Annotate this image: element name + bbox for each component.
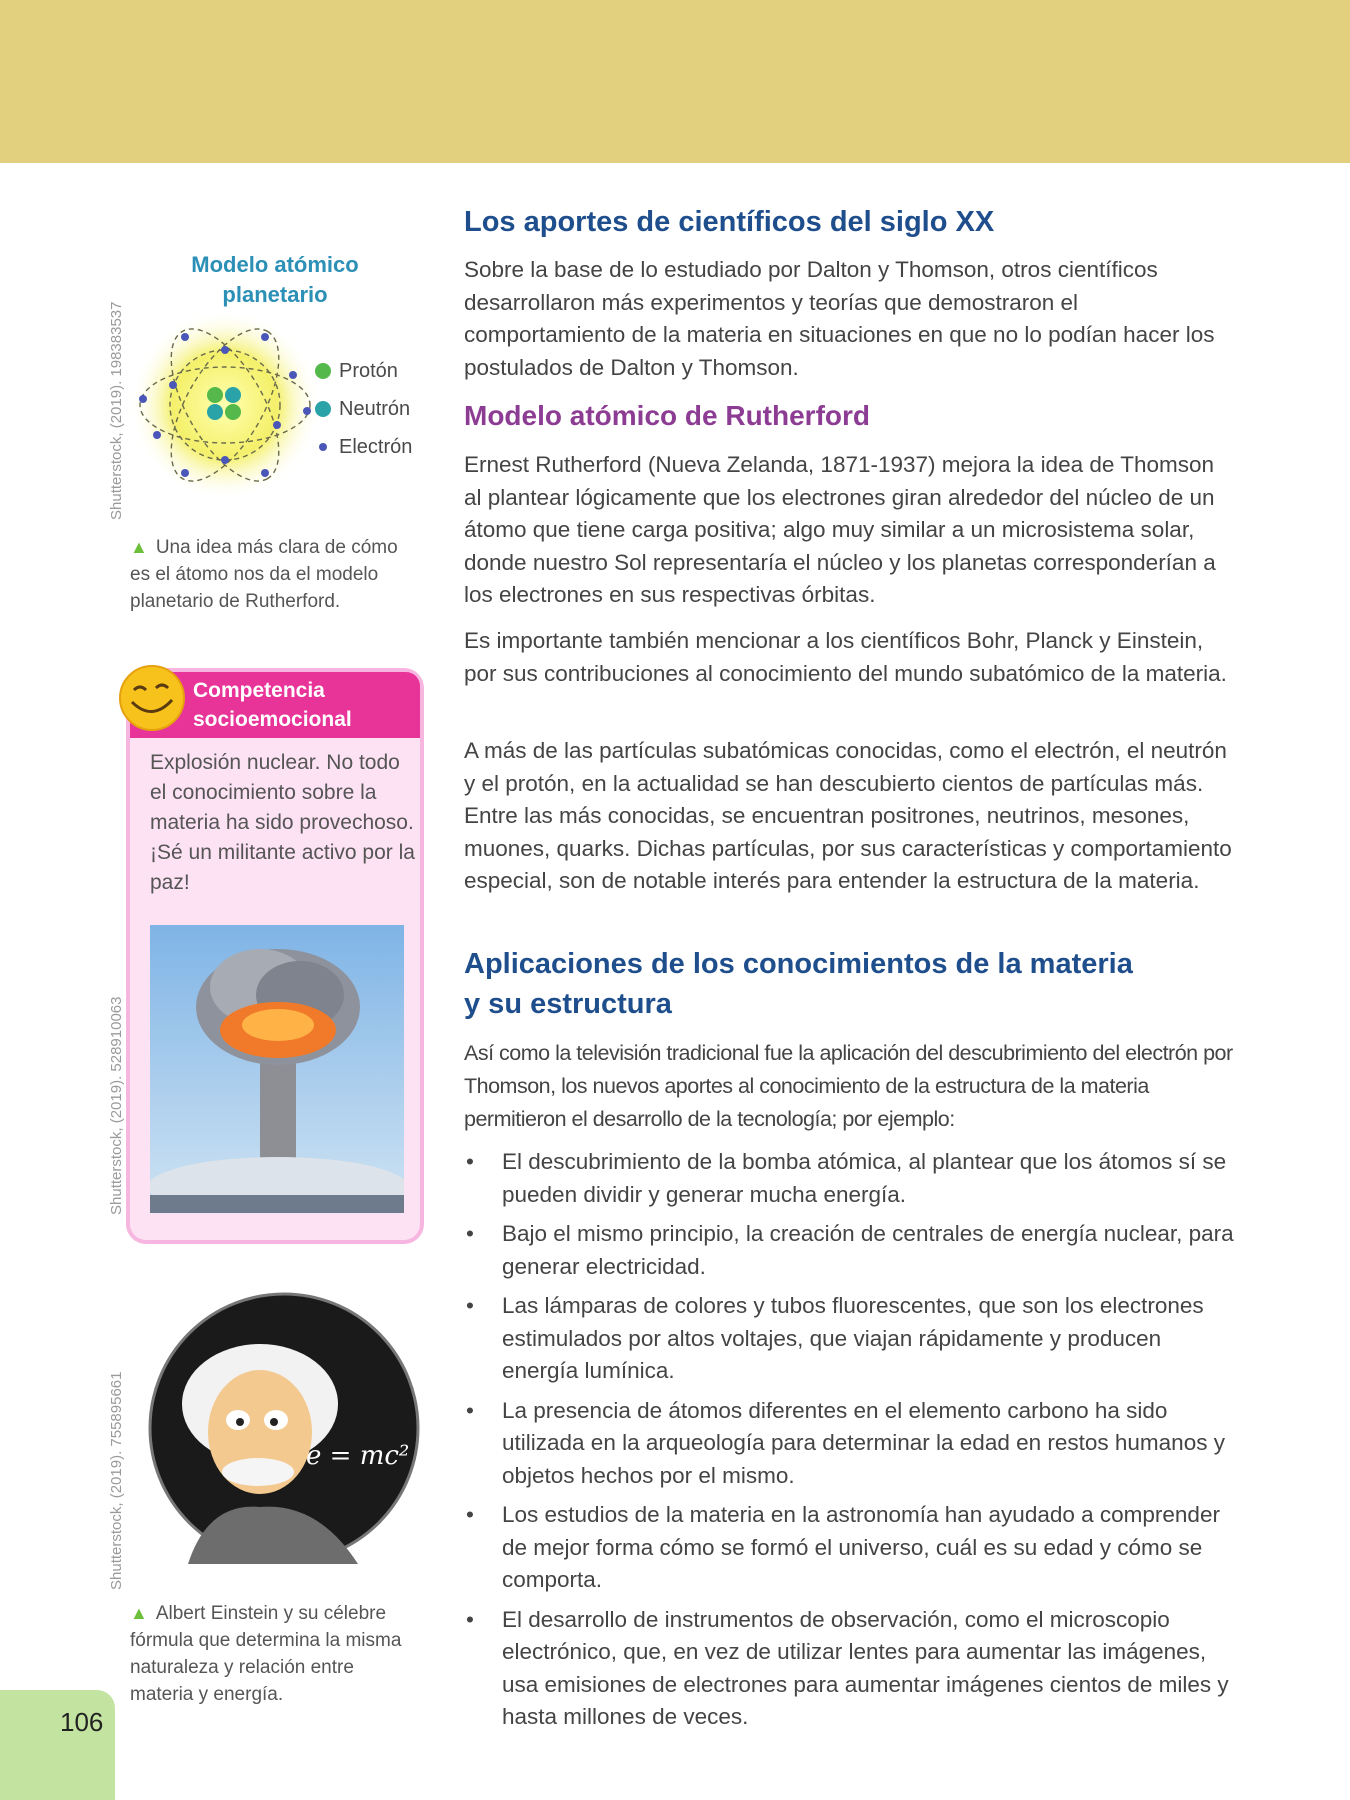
list-item: • El descubrimiento de la bomba atómica, al plantear que los átomos sí se pueden dividir y generar mucha energía. (464, 1146, 1234, 1211)
explosion-image-credit: Shutterstock, (2019). 528910063 (108, 996, 125, 1215)
smiley-icon (118, 664, 186, 732)
triangle-icon: ▲ (130, 537, 148, 557)
section1-paragraph: Sobre la base de lo estudiado por Dalton y Thomson, otros científicos desarrollaron más experimentos y teorías que demostraron el comportamiento de la materia en situaciones en que no lo podían hacer los postulados de Dalton y Thomson. (464, 257, 1215, 380)
legend-proton: Protón (315, 352, 412, 390)
electron-icon (319, 443, 327, 451)
section2-paragraph-1: Ernest Rutherford (Nueva Zelanda, 1871-1937) mejora la idea de Thomson al plantear lógicamente que los electrones giran alrededor del núcleo de un átomo que tiene carga positiva; algo muy similar a un microsistema solar, donde nuestro Sol representaría el núcleo y los planetas corresponderían a los electrones en sus respectivas órbitas. (464, 452, 1216, 607)
applications-list (464, 1146, 1234, 1741)
header-band (0, 0, 1350, 163)
atom-legend (315, 352, 412, 466)
legend-neutron: Neutrón (315, 390, 412, 428)
nuclear-explosion-image (150, 925, 404, 1213)
list-item: • La presencia de átomos diferentes en el elemento carbono ha sido utilizada en la arqueología para determinar la edad en restos humanos y objetos hechos por el mismo. (464, 1395, 1234, 1493)
list-item: • Bajo el mismo principio, la creación de centrales de energía nuclear, para generar electricidad. (464, 1218, 1234, 1283)
atom-model-illustration (125, 315, 325, 495)
competencia-title: Competencia socioemocional (193, 679, 352, 731)
section3-heading: Aplicaciones de los conocimientos de la materia y su estructura (464, 948, 1133, 1020)
list-item: • Las lámparas de colores y tubos fluorescentes, que son los electrones estimulados por altos voltajes, que viajan rápidamente y producen energía lumínica. (464, 1290, 1234, 1388)
section1-heading: Los aportes de científicos del siglo XX (464, 206, 995, 238)
triangle-icon: ▲ (130, 1603, 148, 1623)
section3-paragraph: Así como la televisión tradicional fue la aplicación del descubrimiento del electrón por Thomson, los nuevos aportes al conocimiento de la estructura de la materia permitieron el desarrollo de la tecnología; por ejemplo: (464, 1041, 1233, 1131)
atom-image-credit: Shutterstock, (2019). 198383537 (108, 301, 125, 520)
atom-figure-caption: ▲ Una idea más clara de cómo es el átomo nos da el modelo planetario de Rutherford. (130, 537, 398, 612)
neutron-icon (315, 401, 331, 417)
atom-figure-title: Modelo atómico planetario (191, 252, 359, 307)
legend-electron: Electrón (315, 428, 412, 466)
section2-paragraph-2: Es importante también mencionar a los científicos Bohr, Planck y Einstein, por sus contribuciones al conocimiento del mundo subatómico de la materia. (464, 628, 1227, 686)
einstein-image-credit: Shutterstock, (2019). 755895661 (108, 1371, 125, 1590)
section2-paragraph-3: A más de las partículas subatómicas conocidas, como el electrón, el neutrón y el protón, en la actualidad se han descubierto cientos de partículas más. Entre las más conocidas, se encuentran positrones, neutrinos, mesones, muones, quarks. Dichas partículas, por sus características y comportamiento especial, son de notable interés para entender la estructura de la materia. (464, 738, 1232, 893)
einstein-illustration (148, 1292, 420, 1564)
list-item: • Los estudios de la materia en la astronomía han ayudado a comprender de mejor forma cómo se formó el universo, cuál es su edad y cómo se comporta. (464, 1499, 1234, 1597)
einstein-formula: e = mc² (306, 1441, 410, 1471)
proton-icon (315, 363, 331, 379)
list-item: • El desarrollo de instrumentos de observación, como el microscopio electrónico, que, en vez de utilizar lentes para aumentar las imágenes, usa emisiones de electrones para aumentar imágenes cientos de miles y hasta millones de veces. (464, 1604, 1234, 1734)
page-number: 106 (60, 1707, 104, 1737)
einstein-figure-caption: ▲ Albert Einstein y su célebre fórmula que determina la misma naturaleza y relación entre materia y energía. (130, 1603, 402, 1705)
competencia-text: Explosión nuclear. No todo el conocimiento sobre la materia ha sido provechoso. ¡Sé un militante activo por la paz! (150, 751, 415, 894)
section2-heading: Modelo atómico de Rutherford (464, 400, 870, 431)
